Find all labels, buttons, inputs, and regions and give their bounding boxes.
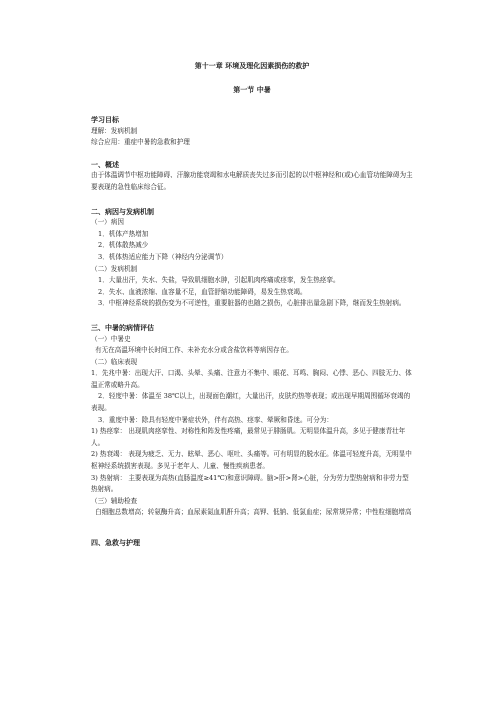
cause-item: 1．机体产热增加: [98, 229, 149, 238]
objective-understand: 理解：发病机制: [91, 126, 138, 135]
cause-item: 2．机体散热减少: [98, 241, 149, 250]
severe-type-item: 2) 热衰竭： 表现为疲乏、无力、眩晕、恶心、呕吐、头痛等。可有明显的脱水征。体温可轻度升高，无明显中枢神经系统损害表现。多见于老年人、儿童、慢性疾病患者。: [91, 450, 412, 471]
lab-text: 白细胞总数增高；转氨酶升高；血尿素氮血肌酐升高；高钾、低钠、低氯血症；尿常规异常；中性粒细胞增高: [95, 508, 412, 517]
clinical-item: 3．重度中暑：除具有轻度中暑症状外，伴有高热、痉挛、晕厥和昏迷。可分为：: [98, 415, 333, 424]
mechanism-item: 3．中枢神经系统的损伤变为不可逆性，重要脏器的也随之损伤，心脏排出量急剧下降，继而发生热射病。: [98, 299, 406, 308]
objectives-heading: 学习目标: [91, 115, 119, 124]
assessment-sub-clinical: （二）临床表现: [91, 357, 138, 366]
objective-apply: 综合应用：重症中暑的急救和护理: [91, 138, 190, 147]
severe-type-item: 3) 热射病： 主要表现为高热(直肠温度≥41℃)和意识障碍。脑>肝>肾>心脏，分为劳力型热射病和非劳力型热射病。: [91, 473, 409, 494]
mechanism-item: 2．失水、血液浓缩、血容量不足，血管舒缩功能障碍，易发生热衰竭。: [98, 287, 307, 296]
severe-type-item: 1) 热痉挛： 出现肌肉痉挛性、对称性和阵发性疼痛，最常见于腓肠肌。无明显体温升高，多见于健康青壮年人。: [91, 427, 406, 447]
etiology-sub-mechanism: （二）发病机制: [91, 264, 138, 273]
cause-item: 3．机体热适应能力下降（神经内分泌调节）: [98, 252, 228, 261]
overview-text: 由于体温调节中枢功能障碍、汗腺功能衰竭和水电解质丧失过多而引起的以中枢神经和(或)心血管功能障碍为主要表现的急性临床综合征。: [91, 171, 413, 191]
care-heading: 四、急救与护理: [91, 538, 140, 547]
assessment-sub-history: （一）中暑史: [91, 334, 131, 343]
clinical-item: 1．先兆中暑：出现大汗、口渴、头晕、头痛、注意力不集中、眼花、耳鸣、胸闷、心悸、恶心、四肢无力、体温正常或略升高。: [91, 369, 412, 389]
clinical-item: 2．轻度中暑：体温至 38℃以上，出现面色潮红，大量出汗，皮肤灼热等表现；或出现早期周围循环衰竭的表现。: [91, 392, 411, 413]
etiology-sub-causes: （一）病因: [91, 218, 124, 227]
assessment-heading: 三、中暑的病情评估: [91, 322, 154, 332]
assessment-sub-lab: （三）辅助检查: [91, 496, 138, 505]
history-text: 有无在高温环境中长时间工作、未补充水分或含盐饮料等病因存在。: [95, 346, 293, 355]
mechanism-item: 1．大量出汗，失水、失盐，导致肌细胞水肿，引起肌肉疼痛或痉挛，发生热痉挛。: [98, 276, 340, 285]
overview-heading: 一、概述: [91, 159, 119, 169]
chapter-title: 第十一章 环境及理化因素损伤的救护: [194, 61, 310, 70]
section-title: 第一节 中暑: [233, 85, 271, 94]
etiology-heading: 二、病因与发病机制: [91, 206, 154, 216]
document-page: [91, 60, 413, 549]
